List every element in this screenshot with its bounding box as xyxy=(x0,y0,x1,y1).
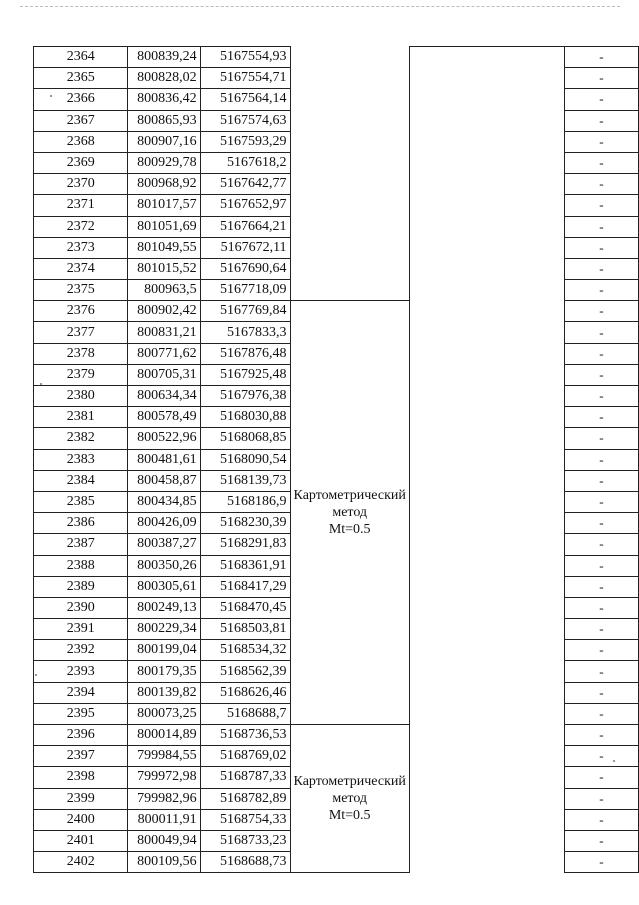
x-coordinate-cell: 800831,21 xyxy=(128,322,200,343)
spacer-cell xyxy=(409,746,564,767)
dash-cell: - xyxy=(564,47,638,68)
top-dashed-line xyxy=(20,6,620,7)
y-coordinate-cell: 5168688,7 xyxy=(200,703,290,724)
dash-cell: - xyxy=(564,682,638,703)
x-coordinate-cell: 800458,87 xyxy=(128,470,200,491)
y-coordinate-cell: 5167554,93 xyxy=(200,47,290,68)
x-coordinate-cell: 800109,56 xyxy=(128,852,200,873)
scan-speck xyxy=(35,674,37,676)
spacer-cell xyxy=(409,407,564,428)
dash-cell: - xyxy=(564,767,638,788)
x-coordinate-cell: 800836,42 xyxy=(128,89,200,110)
point-number-cell: 2397 xyxy=(34,746,128,767)
spacer-cell xyxy=(409,619,564,640)
y-coordinate-cell: 5167564,14 xyxy=(200,89,290,110)
x-coordinate-cell: 800434,85 xyxy=(128,491,200,512)
dash-cell: - xyxy=(564,449,638,470)
y-coordinate-cell: 5168782,89 xyxy=(200,788,290,809)
dash-cell: - xyxy=(564,343,638,364)
spacer-cell xyxy=(409,174,564,195)
dash-cell: - xyxy=(564,788,638,809)
y-coordinate-cell: 5168068,85 xyxy=(200,428,290,449)
point-number-cell: 2387 xyxy=(34,534,128,555)
y-coordinate-cell: 5167833,3 xyxy=(200,322,290,343)
point-number-cell: 2401 xyxy=(34,830,128,851)
y-coordinate-cell: 5167769,84 xyxy=(200,301,290,322)
dash-cell: - xyxy=(564,364,638,385)
x-coordinate-cell: 800963,5 xyxy=(128,280,200,301)
method-label: Картометрический метод xyxy=(293,774,406,807)
y-coordinate-cell: 5168139,73 xyxy=(200,470,290,491)
point-number-cell: 2364 xyxy=(34,47,128,68)
dash-cell: - xyxy=(564,661,638,682)
scan-speck xyxy=(50,95,52,97)
spacer-cell xyxy=(409,364,564,385)
scan-speck xyxy=(613,760,615,762)
dash-cell: - xyxy=(564,619,638,640)
dash-cell: - xyxy=(564,428,638,449)
point-number-cell: 2400 xyxy=(34,809,128,830)
dash-cell: - xyxy=(564,258,638,279)
dash-cell: - xyxy=(564,386,638,407)
point-number-cell: 2383 xyxy=(34,449,128,470)
point-number-cell: 2367 xyxy=(34,110,128,131)
spacer-cell xyxy=(409,280,564,301)
y-coordinate-cell: 5168733,23 xyxy=(200,830,290,851)
dash-cell: - xyxy=(564,68,638,89)
dash-cell: - xyxy=(564,237,638,258)
point-number-cell: 2399 xyxy=(34,788,128,809)
y-coordinate-cell: 5168688,73 xyxy=(200,852,290,873)
dash-cell: - xyxy=(564,852,638,873)
dash-cell: - xyxy=(564,534,638,555)
dash-cell: - xyxy=(564,110,638,131)
x-coordinate-cell: 800229,34 xyxy=(128,619,200,640)
spacer-cell xyxy=(409,555,564,576)
scan-speck xyxy=(40,383,42,385)
dash-cell: - xyxy=(564,174,638,195)
spacer-cell xyxy=(409,703,564,724)
y-coordinate-cell: 5168626,46 xyxy=(200,682,290,703)
point-number-cell: 2377 xyxy=(34,322,128,343)
point-number-cell: 2378 xyxy=(34,343,128,364)
spacer-cell xyxy=(409,152,564,173)
x-coordinate-cell: 800350,26 xyxy=(128,555,200,576)
spacer-cell xyxy=(409,343,564,364)
spacer-cell xyxy=(409,682,564,703)
dash-cell: - xyxy=(564,576,638,597)
y-coordinate-cell: 5168230,39 xyxy=(200,513,290,534)
spacer-cell xyxy=(409,852,564,873)
dash-cell: - xyxy=(564,322,638,343)
method-label: Картометрический метод xyxy=(293,488,406,521)
point-number-cell: 2368 xyxy=(34,131,128,152)
y-coordinate-cell: 5168361,91 xyxy=(200,555,290,576)
y-coordinate-cell: 5167652,97 xyxy=(200,195,290,216)
x-coordinate-cell: 800902,42 xyxy=(128,301,200,322)
point-number-cell: 2380 xyxy=(34,386,128,407)
spacer-cell xyxy=(409,322,564,343)
point-number-cell: 2390 xyxy=(34,597,128,618)
method-cell xyxy=(290,301,409,725)
spacer-cell xyxy=(409,513,564,534)
spacer-cell xyxy=(409,195,564,216)
spacer-cell xyxy=(409,237,564,258)
y-coordinate-cell: 5167690,64 xyxy=(200,258,290,279)
y-coordinate-cell: 5168769,02 xyxy=(200,746,290,767)
x-coordinate-cell: 800522,96 xyxy=(128,428,200,449)
spacer-cell xyxy=(409,301,564,322)
y-coordinate-cell: 5167718,09 xyxy=(200,280,290,301)
point-number-cell: 2369 xyxy=(34,152,128,173)
table-row xyxy=(34,725,639,746)
x-coordinate-cell: 800199,04 xyxy=(128,640,200,661)
x-coordinate-cell: 800011,91 xyxy=(128,809,200,830)
x-coordinate-cell: 800179,35 xyxy=(128,661,200,682)
point-number-cell: 2402 xyxy=(34,852,128,873)
x-coordinate-cell: 800771,62 xyxy=(128,343,200,364)
y-coordinate-cell: 5168787,33 xyxy=(200,767,290,788)
dash-cell: - xyxy=(564,746,638,767)
spacer-cell xyxy=(409,47,564,68)
dash-cell: - xyxy=(564,725,638,746)
y-coordinate-cell: 5167642,77 xyxy=(200,174,290,195)
method-cell xyxy=(290,47,409,301)
x-coordinate-cell: 799982,96 xyxy=(128,788,200,809)
spacer-cell xyxy=(409,258,564,279)
point-number-cell: 2386 xyxy=(34,513,128,534)
y-coordinate-cell: 5168562,39 xyxy=(200,661,290,682)
spacer-cell xyxy=(409,788,564,809)
y-coordinate-cell: 5168090,54 xyxy=(200,449,290,470)
spacer-cell xyxy=(409,640,564,661)
spacer-cell xyxy=(409,809,564,830)
table-row xyxy=(34,301,639,322)
spacer-cell xyxy=(409,216,564,237)
point-number-cell: 2371 xyxy=(34,195,128,216)
point-number-cell: 2382 xyxy=(34,428,128,449)
point-number-cell: 2375 xyxy=(34,280,128,301)
x-coordinate-cell: 800705,31 xyxy=(128,364,200,385)
x-coordinate-cell: 801017,57 xyxy=(128,195,200,216)
dash-cell: - xyxy=(564,195,638,216)
dash-cell: - xyxy=(564,555,638,576)
y-coordinate-cell: 5168186,9 xyxy=(200,491,290,512)
x-coordinate-cell: 801051,69 xyxy=(128,216,200,237)
spacer-cell xyxy=(409,89,564,110)
accuracy-label: Mt=0.5 xyxy=(328,522,371,538)
y-coordinate-cell: 5167574,63 xyxy=(200,110,290,131)
dash-cell: - xyxy=(564,640,638,661)
x-coordinate-cell: 800578,49 xyxy=(128,407,200,428)
point-number-cell: 2372 xyxy=(34,216,128,237)
dash-cell: - xyxy=(564,89,638,110)
dash-cell: - xyxy=(564,809,638,830)
dash-cell: - xyxy=(564,301,638,322)
x-coordinate-cell: 800968,92 xyxy=(128,174,200,195)
method-cell xyxy=(290,725,409,873)
spacer-cell xyxy=(409,449,564,470)
y-coordinate-cell: 5168754,33 xyxy=(200,809,290,830)
point-number-cell: 2389 xyxy=(34,576,128,597)
point-number-cell: 2392 xyxy=(34,640,128,661)
y-coordinate-cell: 5168470,45 xyxy=(200,597,290,618)
point-number-cell: 2395 xyxy=(34,703,128,724)
coordinates-table xyxy=(33,46,639,873)
y-coordinate-cell: 5167876,48 xyxy=(200,343,290,364)
dash-cell: - xyxy=(564,830,638,851)
spacer-cell xyxy=(409,767,564,788)
coordinates-table-body xyxy=(34,47,639,873)
spacer-cell xyxy=(409,470,564,491)
dash-cell: - xyxy=(564,597,638,618)
point-number-cell: 2393 xyxy=(34,661,128,682)
spacer-cell xyxy=(409,830,564,851)
point-number-cell: 2394 xyxy=(34,682,128,703)
y-coordinate-cell: 5167672,11 xyxy=(200,237,290,258)
point-number-cell: 2374 xyxy=(34,258,128,279)
x-coordinate-cell: 801049,55 xyxy=(128,237,200,258)
y-coordinate-cell: 5167925,48 xyxy=(200,364,290,385)
y-coordinate-cell: 5167554,71 xyxy=(200,68,290,89)
x-coordinate-cell: 800249,13 xyxy=(128,597,200,618)
dash-cell: - xyxy=(564,216,638,237)
dash-cell: - xyxy=(564,470,638,491)
spacer-cell xyxy=(409,131,564,152)
x-coordinate-cell: 800073,25 xyxy=(128,703,200,724)
point-number-cell: 2384 xyxy=(34,470,128,491)
x-coordinate-cell: 800828,02 xyxy=(128,68,200,89)
table-row xyxy=(34,47,639,68)
dash-cell: - xyxy=(564,703,638,724)
x-coordinate-cell: 800839,24 xyxy=(128,47,200,68)
spacer-cell xyxy=(409,110,564,131)
spacer-cell xyxy=(409,725,564,746)
point-number-cell: 2385 xyxy=(34,491,128,512)
dash-cell: - xyxy=(564,513,638,534)
x-coordinate-cell: 800426,09 xyxy=(128,513,200,534)
x-coordinate-cell: 800387,27 xyxy=(128,534,200,555)
point-number-cell: 2388 xyxy=(34,555,128,576)
spacer-cell xyxy=(409,661,564,682)
accuracy-label: Mt=0.5 xyxy=(328,808,371,824)
x-coordinate-cell: 800305,61 xyxy=(128,576,200,597)
x-coordinate-cell: 800929,78 xyxy=(128,152,200,173)
dash-cell: - xyxy=(564,491,638,512)
y-coordinate-cell: 5168417,29 xyxy=(200,576,290,597)
x-coordinate-cell: 800139,82 xyxy=(128,682,200,703)
spacer-cell xyxy=(409,68,564,89)
spacer-cell xyxy=(409,534,564,555)
x-coordinate-cell: 801015,52 xyxy=(128,258,200,279)
y-coordinate-cell: 5168291,83 xyxy=(200,534,290,555)
x-coordinate-cell: 800014,89 xyxy=(128,725,200,746)
x-coordinate-cell: 800865,93 xyxy=(128,110,200,131)
x-coordinate-cell: 800481,61 xyxy=(128,449,200,470)
point-number-cell: 2373 xyxy=(34,237,128,258)
y-coordinate-cell: 5168736,53 xyxy=(200,725,290,746)
dash-cell: - xyxy=(564,407,638,428)
point-number-cell: 2391 xyxy=(34,619,128,640)
y-coordinate-cell: 5167664,21 xyxy=(200,216,290,237)
x-coordinate-cell: 799972,98 xyxy=(128,767,200,788)
spacer-cell xyxy=(409,597,564,618)
y-coordinate-cell: 5167593,29 xyxy=(200,131,290,152)
y-coordinate-cell: 5168503,81 xyxy=(200,619,290,640)
point-number-cell: 2396 xyxy=(34,725,128,746)
point-number-cell: 2376 xyxy=(34,301,128,322)
x-coordinate-cell: 800049,94 xyxy=(128,830,200,851)
point-number-cell: 2381 xyxy=(34,407,128,428)
dash-cell: - xyxy=(564,152,638,173)
y-coordinate-cell: 5168534,32 xyxy=(200,640,290,661)
point-number-cell: 2366 xyxy=(34,89,128,110)
dash-cell: - xyxy=(564,280,638,301)
point-number-cell: 2398 xyxy=(34,767,128,788)
spacer-cell xyxy=(409,576,564,597)
point-number-cell: 2370 xyxy=(34,174,128,195)
x-coordinate-cell: 800907,16 xyxy=(128,131,200,152)
spacer-cell xyxy=(409,386,564,407)
x-coordinate-cell: 799984,55 xyxy=(128,746,200,767)
dash-cell: - xyxy=(564,131,638,152)
spacer-cell xyxy=(409,491,564,512)
y-coordinate-cell: 5167618,2 xyxy=(200,152,290,173)
spacer-cell xyxy=(409,428,564,449)
y-coordinate-cell: 5168030,88 xyxy=(200,407,290,428)
x-coordinate-cell: 800634,34 xyxy=(128,386,200,407)
point-number-cell: 2379 xyxy=(34,364,128,385)
y-coordinate-cell: 5167976,38 xyxy=(200,386,290,407)
point-number-cell: 2365 xyxy=(34,68,128,89)
